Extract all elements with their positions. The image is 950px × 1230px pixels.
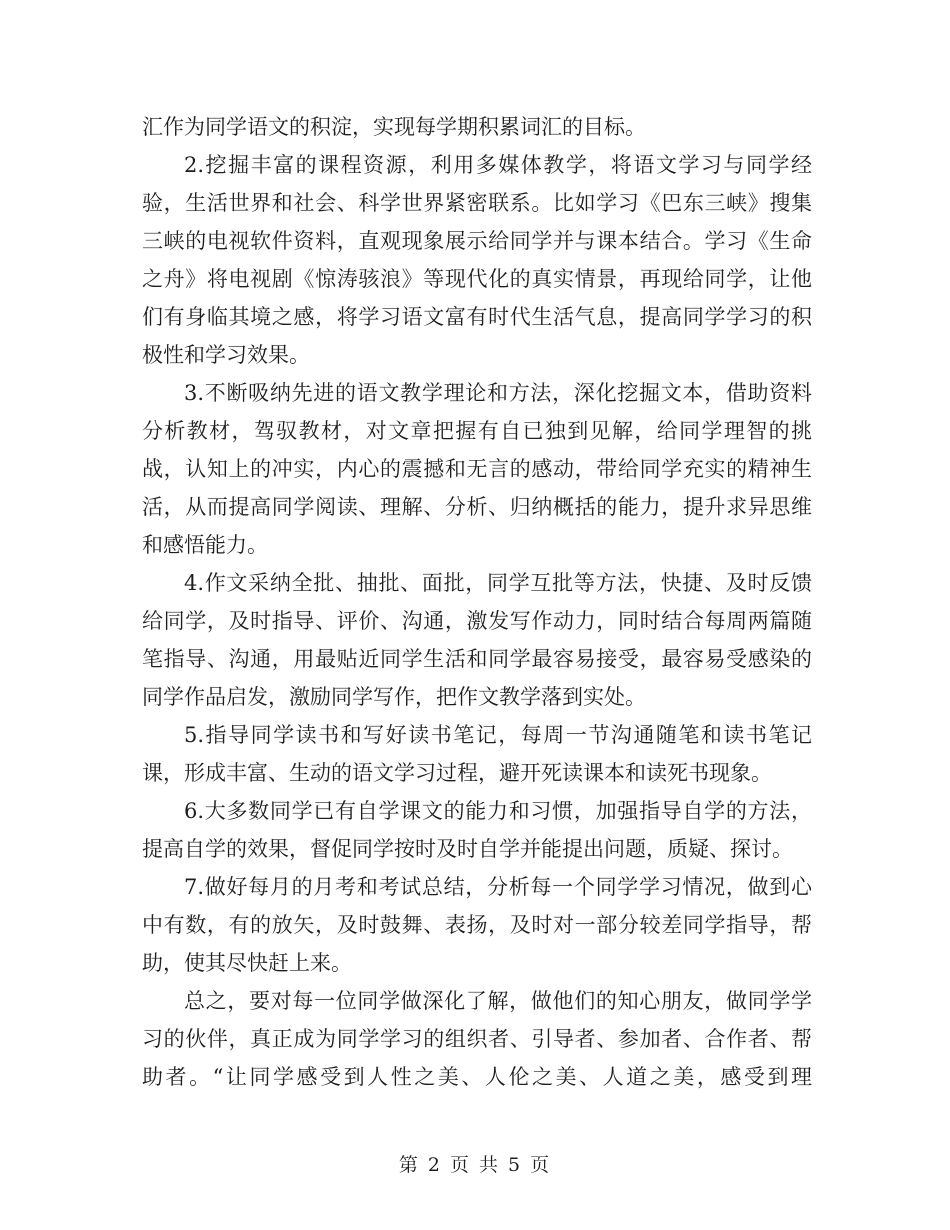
paragraph-item-6: 6.大多数同学已有自学课文的能力和习惯，加强指导自学的方法，提高自学的效果，督促同学按时及时自学并能提出问题，质疑、探讨。 [142,799,812,861]
paragraph-item-4: 4.作文采纳全批、抽批、面批，同学互批等方法，快捷、及时反馈给同学，及时指导、评价、沟通，激发写作动力，同时结合每周两篇随笔指导、沟通，用最贴近同学生活和同学最容易接受，最容易受感染的同学作品启发，激励同学写作，把作文教学落到实处。 [142,571,812,709]
document-body [142,108,812,1096]
paragraph-item-5: 5.指导同学读书和写好读书笔记，每周一节沟通随笔和读书笔记课，形成丰富、生动的语文学习过程，避开死读课本和读死书现象。 [142,723,812,785]
paragraph-item-7: 7.做好每月的月考和考试总结，分析每一个同学学习情况，做到心中有数，有的放矢，及时鼓舞、表扬，及时对一部分较差同学指导，帮助，使其尽快赶上来。 [142,875,812,975]
paragraph-continuation: 汇作为同学语文的积淀，实现每学期积累词汇的目标。 [142,115,646,139]
paragraph-summary: 总之，要对每一位同学做深化了解，做他们的知心朋友，做同学学习的伙伴，真正成为同学学习的组织者、引导者、参加者、合作者、帮助者。“让同学感受到人性之美、人伦之美、人道之美，感受到理 [142,989,812,1089]
paragraph-item-2: 2.挖掘丰富的课程资源，利用多媒体教学，将语文学习与同学经验，生活世界和社会、科学世界紧密联系。比如学习《巴东三峡》搜集三峡的电视软件资料，直观现象展示给同学并与课本结合。学习《生命之舟》将电视剧《惊涛骇浪》等现代化的真实情景，再现给同学，让他们有身临其境之感，将学习语文富有时代生活气息，提高同学学习的积极性和学习效果。 [142,153,812,367]
paragraph-item-3: 3.不断吸纳先进的语文教学理论和方法，深化挖掘文本，借助资料分析教材，驾驭教材，对文章把握有自已独到见解，给同学理智的挑战，认知上的冲实，内心的震撼和无言的感动，带给同学充实的精神生活，从而提高同学阅读、理解、分析、归纳概括的能力，提升求异思维和感悟能力。 [142,381,812,557]
page-number-footer: 第 2 页 共 5 页 [398,1154,552,1176]
